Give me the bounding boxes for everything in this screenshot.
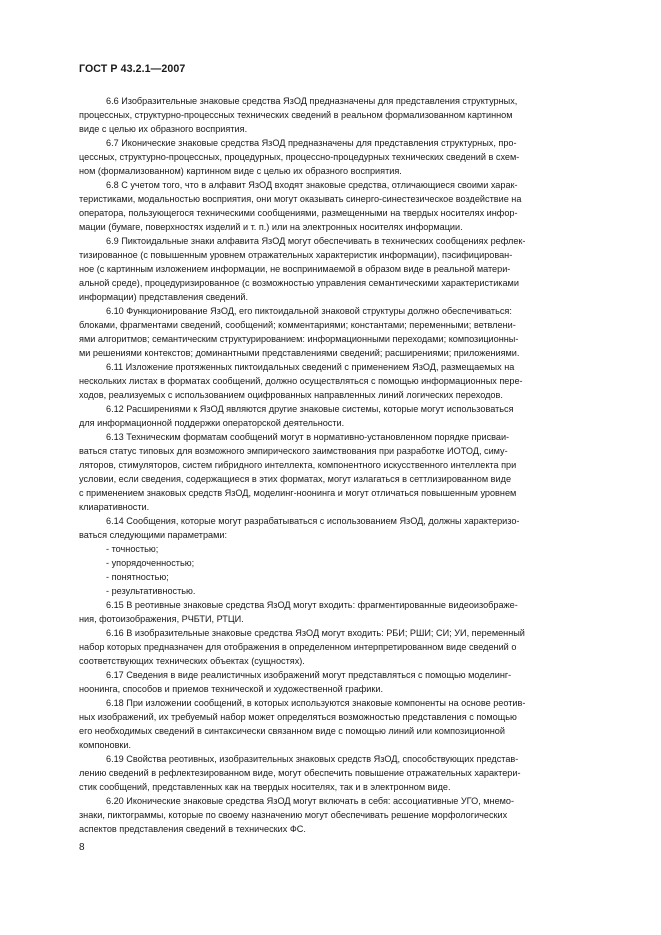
paragraph-6-11: 6.11 Изложение протяженных пиктоидальных сведений с применением ЯзОД, размещаемых на нескольких листах в форматах сообщений, должно осуществляться с помощью информационных пере- ходов, реализуемых с использованием оцифрованных направленных линий логических переходов. <box>79 362 523 400</box>
paragraph-6-19: 6.19 Свойства реотивных, изобразительных знаковых средств ЯзОД, способствующих представ- лению сведений в рефлектезированном виде, могут обеспечить повышение отражательных характери- стик сообщений, представленных как на твердых носителях, так и в электронном виде. <box>79 754 521 792</box>
list-item: - точностью; <box>106 544 159 554</box>
paragraph-6-13: 6.13 Техническим форматам сообщений могут в нормативно-установленном порядке присваи- ваться статус типовых для возможного эмпирического заимствования при разработке ИОТОД, симу- ляторов, стимуляторов, систем гибридного интеллекта, компонентного искусственного интеллекта при условии, если сведения, содержащиеся в этих форматах, могут излагаться в сеттлизированном виде с применением знаковых средств ЯзОД, моделинг-ноонинга и могут отличаться повышенным уровнем клиаративности. <box>79 432 517 512</box>
list-item: - понятностью; <box>106 572 169 582</box>
paragraph-6-7: 6.7 Иконические знаковые средства ЯзОД предназначены для представления структурных, про- цессных, структурно-процессных, процедурных, процессно-процедурных технических сведений в схем- ном (формализованном) картинном виде с целью их образного восприятия. <box>79 138 520 176</box>
list-item: - упорядоченностью; <box>106 558 195 568</box>
document-header: ГОСТ Р 43.2.1—2007 <box>79 63 186 75</box>
paragraph-6-12: 6.12 Расширениями к ЯзОД являются другие знаковые системы, которые могут использоваться для информационной поддержки операторской деятельности. <box>79 404 514 428</box>
page-number: 8 <box>79 842 85 853</box>
paragraph-6-6: 6.6 Изобразительные знаковые средства ЯзОД предназначены для представления структурных, процессных, структурно-процессных технических сведений в реальном формализованном картинном виде с целью их образного восприятия. <box>79 96 518 134</box>
paragraph-6-8: 6.8 С учетом того, что в алфавит ЯзОД входят знаковые средства, отличающиеся своими харак- теристиками, модальностью восприятия, они могут оказывать синерго-синестезическое воздействие на оператора, пользующегося техническими сообщениями, размещенными на твердых носителях инфор- мации (бумаге, поверхностях изделий и т. п.) или на электронных носителях информации. <box>79 180 522 232</box>
paragraph-6-18: 6.18 При изложении сообщений, в которых используются знаковые компоненты на основе реотив- ных изображений, их требуемый набор может определяться возможностью представления с помощью его необходимых сведений в синтаксически связанном виде с помощью линий или композиционной компоновки. <box>79 698 526 750</box>
paragraph-6-9: 6.9 Пиктоидальные знаки алфавита ЯзОД могут обеспечивать в технических сообщениях рефлек- тизированное (с повышенным уровнем отражательных характеристик информации), пэсифицирован- ное (с картинным изложением информации, не воспринимаемой в образом виде в реальной матери- альной среде), процедуризированное (с возможностью управления семантическими характеристиками информации) представления сведений. <box>79 236 526 302</box>
paragraph-6-17: 6.17 Сведения в виде реалистичных изображений могут представляться с помощью моделинг- ноонинга, способов и приемов технической и художественной графики. <box>79 670 512 694</box>
document-body <box>79 94 614 836</box>
paragraph-6-14: 6.14 Сообщения, которые могут разрабатываться с использованием ЯзОД, должны характеризо- ваться следующими параметрами: <box>79 516 520 540</box>
paragraph-6-16: 6.16 В изобразительные знаковые средства ЯзОД могут входить: РБИ; РШИ; СИ; УИ, переменный набор которых предназначен для отображения в определенном интерпретированном виде сведений о соответствующих технических объектах (сущностях). <box>79 628 525 666</box>
paragraph-6-15: 6.15 В реотивные знаковые средства ЯзОД могут входить: фрагментированные видеоизображе- ния, фотоизображения, РЧБТИ, РТЦИ. <box>79 600 518 624</box>
list-item: - результативностью. <box>106 586 196 596</box>
paragraph-6-10: 6.10 Функционирование ЯзОД, его пиктоидальной знаковой структуры должно обеспечиваться: блоками, фрагментами сведений, сообщений; комментариями; константами; переменными; ветвлени- ями алгоритмов; семантическим структурированием: информационными переходами; композиционны- ми решениями контекстов; доминантными представлениями сведений; расширениями; приложениями. <box>79 306 520 358</box>
paragraph-6-20: 6.20 Иконические знаковые средства ЯзОД могут включать в себя: ассоциативные УГО, мнемо- знаки, пиктограммы, которые по своему назначению могут обеспечивать решение морфологических аспектов представления сведений в технических ФС. <box>79 796 515 834</box>
